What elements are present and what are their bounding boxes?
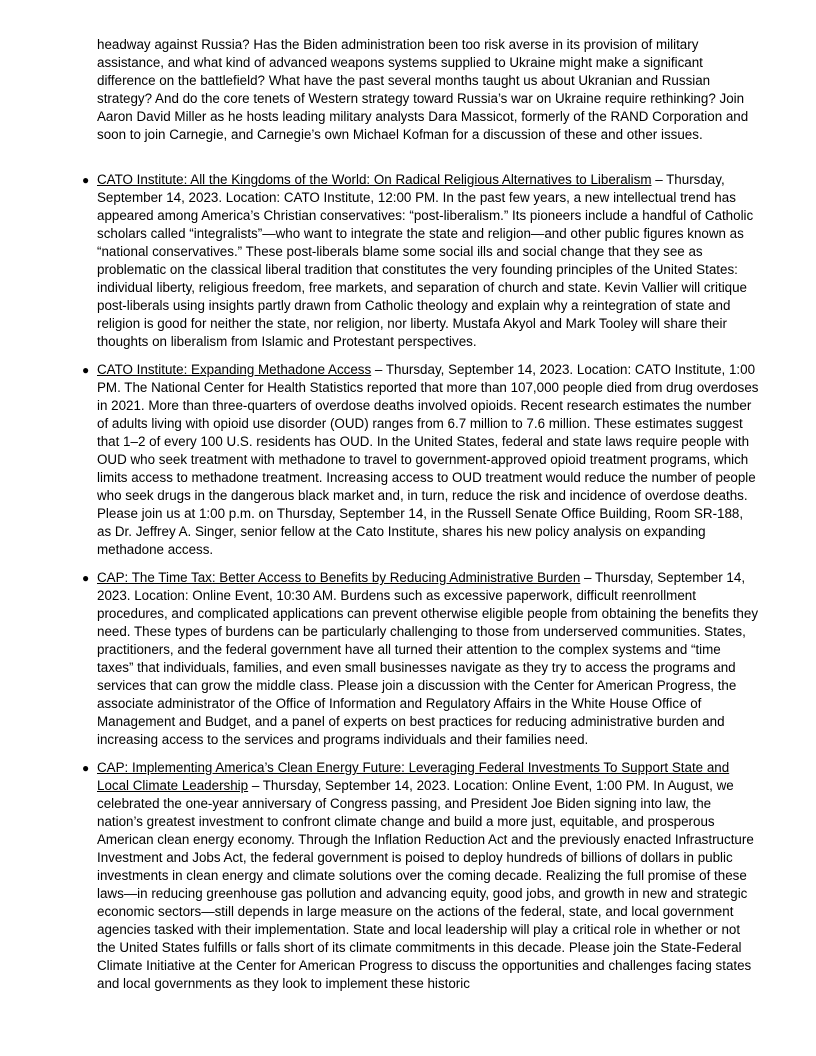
bullet-icon: ● — [82, 363, 90, 377]
event-title-link[interactable]: CAP: Implementing America’s Clean Energy Future: Leveraging Federal Investments To Support State and Local Climate Leadership — [97, 760, 730, 793]
event-title-link[interactable]: CAP: The Time Tax: Better Access to Benefits by Reducing Administrative Burden — [97, 570, 581, 585]
bullet-icon: ● — [82, 571, 90, 585]
event-description: – Thursday, September 14, 2023. Location: CATO Institute, 1:00 PM. The National Center for Health Statistics reported that more than 107,000 people died from drug overdoses in 2021. More than three-quarters of overdose deaths involved opioids. Recent research estimates the number of adults living with opioid use disorder (OUD) ranges from 6.7 million to 7.6 million. These estimates suggest that 1–2 of every 100 U.S. residents has OUD. In the United States, federal and state laws require people with OUD who seek treatment with methadone to travel to government-approved opioid treatment programs, which limits access to methadone treatment. Increasing access to OUD treatment would reduce the number of people who seek drugs in the dangerous black market and, in turn, reduce the risk and incidence of overdose deaths. Please join us at 1:00 p.m. on Thursday, September 14, in the Russell Senate Office Building, Room SR-188, as Dr. Jeffrey A. Singer, senior fellow at the Cato Institute, shares his new policy analysis on expanding methadone access. — [97, 362, 759, 557]
event-description: – Thursday, September 14, 2023. Location: Online Event, 10:30 AM. Burdens such as excessive paperwork, difficult reenrollment procedures, and complicated applications can prevent otherwise eligible people from obtaining the benefits they need. These types of burdens can be particularly challenging to those from underserved communities. States, practitioners, and the federal government have all turned their attention to the complex systems and “time taxes” that individuals, families, and even small businesses navigate as they try to access the programs and services that can grow the middle class. Please join a discussion with the Center for American Progress, the associate administrator of the Office of Information and Regulatory Affairs in the White House Office of Management and Budget, and a panel of experts on best practices for reducing administrative burden and increasing access to the services and programs individuals and their families need. — [97, 570, 759, 747]
event-description: – Thursday, September 14, 2023. Location: Online Event, 1:00 PM. In August, we celebrated the one-year anniversary of Congress passing, and President Joe Biden signing into law, the nation’s greatest investment to confront climate change and build a more just, equitable, and prosperous American clean energy economy. Through the Inflation Reduction Act and the previously enacted Infrastructure Investment and Jobs Act, the federal government is poised to deploy hundreds of billions of dollars in public investments in clean energy and climate solutions over the coming decade. Realizing the full promise of these laws—in reducing greenhouse gas pollution and advancing equity, good jobs, and growth in new and strategic economic sectors—still depends in large measure on the actions of the federal, state, and local government agencies tasked with their implementation. State and local leadership will play a critical role in whether or not the United States fulfills or falls short of its climate commitments in this decade. Please join the State-Federal Climate Initiative at the Center for American Progress to discuss the opportunities and challenges facing states and local governments as they look to implement these historic — [97, 778, 754, 991]
bullet-icon: ● — [82, 761, 90, 775]
continued-paragraph: headway against Russia? Has the Biden administration been too risk averse in its provision of military assistance, and what kind of advanced weapons systems supplied to Ukraine might make a significant difference on the battlefield? What have the past several months taught us about Ukranian and Russian strategy? And do the core tenets of Western strategy toward Russia’s war on Ukraine require rethinking? Join Aaron David Miller as he hosts leading military analysts Dara Massicot, formerly of the RAND Corporation and soon to join Carnegie, and Carnegie’s own Michael Kofman for a discussion of these and other issues. — [97, 37, 749, 142]
event-title-link[interactable]: CATO Institute: All the Kingdoms of the World: On Radical Religious Alternatives to Liberalism — [97, 172, 652, 187]
list-item — [82, 759, 759, 993]
event-description: – Thursday, September 14, 2023. Location: CATO Institute, 12:00 PM. In the past few years, a new intellectual trend has appeared among America’s Christian conservatives: “post-liberalism.” Its pioneers include a handful of Catholic scholars called “integralists”—who want to integrate the state and religion—and other public figures known as “national conservatives.” These post-liberals blame some social ills and social change that they see as problematic on the classical liberal tradition that constitutes the very founding principles of the United States: individual liberty, religious freedom, free markets, and separation of church and state. Kevin Vallier will critique post-liberals using insights partly drawn from Catholic theology and explain why a reintegration of state and religion is good for neither the state, nor religion, nor liberty. Mustafa Akyol and Mark Tooley will share their thoughts on liberalism from Islamic and Protestant perspectives. — [97, 172, 754, 349]
list-item — [82, 361, 759, 559]
bullet-icon: ● — [82, 173, 90, 187]
event-title-link[interactable]: CATO Institute: Expanding Methadone Access — [97, 362, 372, 377]
list-item — [82, 171, 759, 351]
event-list — [82, 171, 759, 1003]
list-item — [82, 569, 759, 749]
